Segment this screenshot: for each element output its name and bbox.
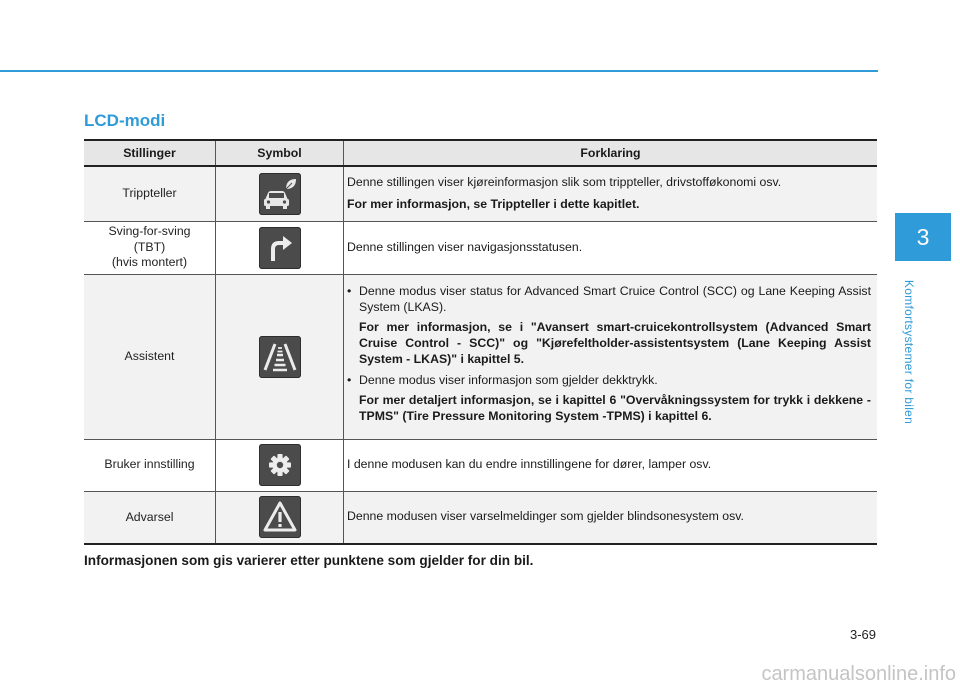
footnote: Informasjonen som gis varierer etter punktene som gjelder for din bil. [84, 553, 534, 568]
table-row-bruker-innstilling [84, 439, 877, 491]
watermark[interactable]: carmanualsonline.info [761, 663, 956, 685]
position-line: Sving-for-sving [108, 224, 191, 239]
page-number: 3-69 [849, 627, 876, 642]
bullet-item: • Denne modus viser status for Advanced Smart Cruice Control (SCC) og Lane Keeping Assist System (LKAS). [347, 284, 871, 316]
row-text: Denne stillingen viser navigasjonsstatusen. [347, 239, 583, 254]
row-text: Denne stillingen viser kjøreinformasjon slik som trippteller, drivstofføkonomi osv. [347, 174, 782, 189]
row-note: For mer informasjon, se Trippteller i dette kapitlet. [347, 196, 640, 211]
position-line: (TBT) [133, 239, 166, 254]
bullet-note: For mer informasjon, se i "Avansert smart-cruicekontrollsystem (Advanced Smart Cruise Control - SCC)" og "Kjørefeltholder-assistentsystem (Lane Keeping Assist System - LKAS)" i kapittel 5. [359, 319, 871, 366]
table-row-tbt [84, 221, 877, 274]
row-position: Bruker innstilling [84, 439, 216, 491]
car-leaf-icon [259, 173, 301, 215]
row-position [84, 221, 216, 274]
lane-keeping-icon [259, 336, 301, 378]
header-explanation: Forklaring [344, 140, 878, 166]
chapter-number-tab: 3 [895, 213, 951, 261]
position-line: (hvis montert) [111, 255, 188, 270]
top-rule [0, 70, 878, 72]
header-position: Stillinger [84, 140, 216, 166]
table-row-advarsel [84, 491, 877, 544]
lcd-modes-table [84, 139, 877, 545]
row-position: Trippteller [84, 166, 216, 221]
turn-right-arrow-icon [259, 227, 301, 269]
gear-icon [259, 444, 301, 486]
header-symbol: Symbol [216, 140, 344, 166]
row-position: Advarsel [84, 491, 216, 544]
section-title: LCD-modi [84, 111, 166, 130]
chapter-side-label [891, 268, 927, 436]
row-text: I denne modusen kan du endre innstillingene for dører, lamper osv. [347, 457, 712, 471]
row-text: Denne modusen viser varselmeldinger som gjelder blindsonesystem osv. [347, 509, 744, 524]
table-row-trippteller [84, 166, 877, 221]
chapter-title: Komfortsystemer for bilen [902, 279, 916, 425]
warning-triangle-icon [259, 496, 301, 538]
table-header-row [84, 140, 877, 166]
row-position: Assistent [84, 274, 216, 439]
bullet-item: • Denne modus viser informasjon som gjelder dekktrykk. [347, 373, 871, 389]
table-row-assistent [84, 274, 877, 439]
bullet-note: For mer detaljert informasjon, se i kapittel 6 "Overvåkningssystem for trykk i dekkene - TPMS" (Tire Pressure Monitoring System -TPMS) i kapittel 6. [359, 393, 871, 424]
